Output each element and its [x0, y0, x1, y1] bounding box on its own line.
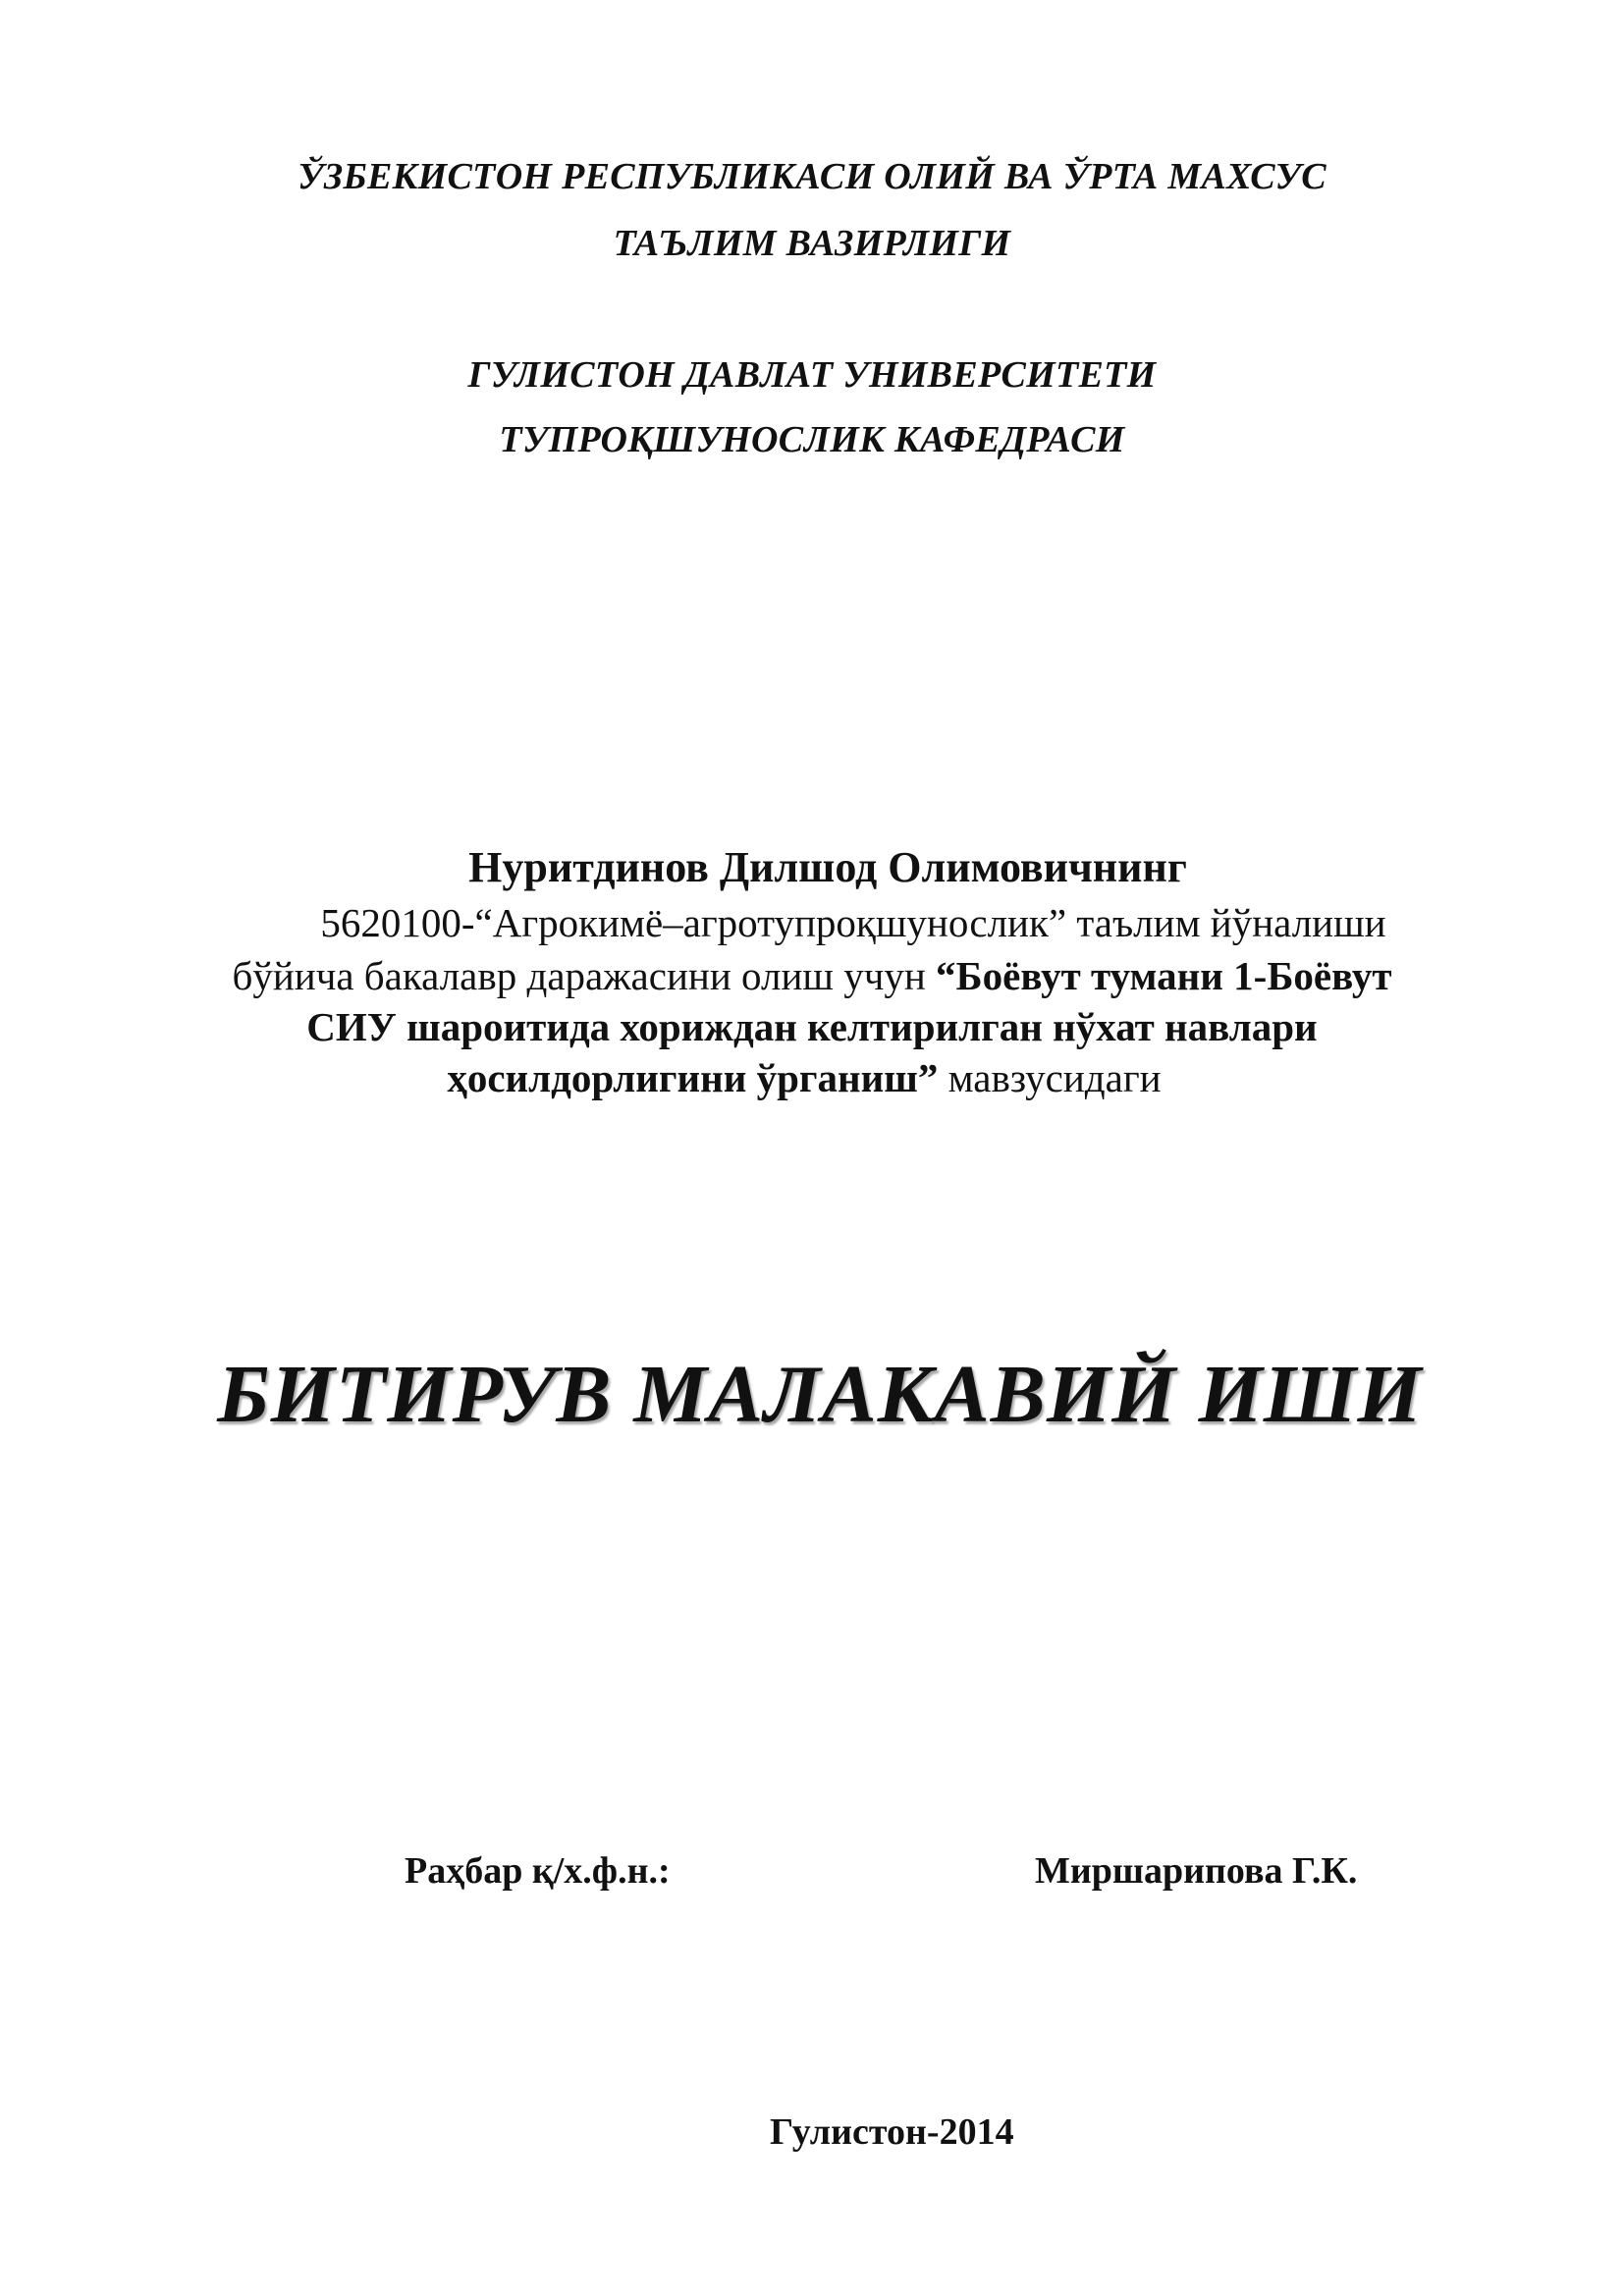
description-line-1: 5620100-“Агрокимё–агротупроқшунослик” таълим йўналиши [320, 900, 1386, 945]
city-year: Гулистон-2014 [770, 2111, 1014, 2153]
description-line-2-bold: “Боёвут тумани 1-Боёвут [936, 953, 1392, 998]
ministry-line-1: ЎЗБЕКИСТОН РЕСПУБЛИКАСИ ОЛИЙ ВА ЎРТА МАХСУС [298, 156, 1326, 197]
department-name: ТУПРОҚШУНОСЛИК КАФЕДРАСИ [499, 419, 1125, 460]
author-name: Нуритдинов Дилшод Олимовичнинг [468, 843, 1187, 891]
university-name: ГУЛИСТОН ДАВЛАТ УНИВЕРСИТЕТИ [467, 354, 1157, 396]
advisor-name: Миршарипова Г.К. [1035, 1850, 1358, 1892]
description-line-4 [0, 1054, 1616, 1101]
ministry-line-2: ТАЪЛИМ ВАЗИРЛИГИ [613, 223, 1011, 264]
description-line-4-plain: мавзусидаги [938, 1055, 1162, 1100]
description-line-2 [0, 952, 1624, 999]
work-title: БИТИРУВ МАЛАКАВИЙ ИШИ [217, 1349, 1423, 1440]
advisor-label: Раҳбар қ/х.ф.н.: [405, 1850, 671, 1892]
description-line-4-bold: ҳосилдорлигини ўрганиш” [447, 1055, 939, 1100]
description-line-2-plain: бўйича бакалавр даражасини олиш учун [232, 953, 937, 998]
description-line-3-bold: СИУ шароитида хориждан келтирилган нўхат навлари [306, 1004, 1318, 1049]
description-line-3 [0, 1003, 1624, 1050]
